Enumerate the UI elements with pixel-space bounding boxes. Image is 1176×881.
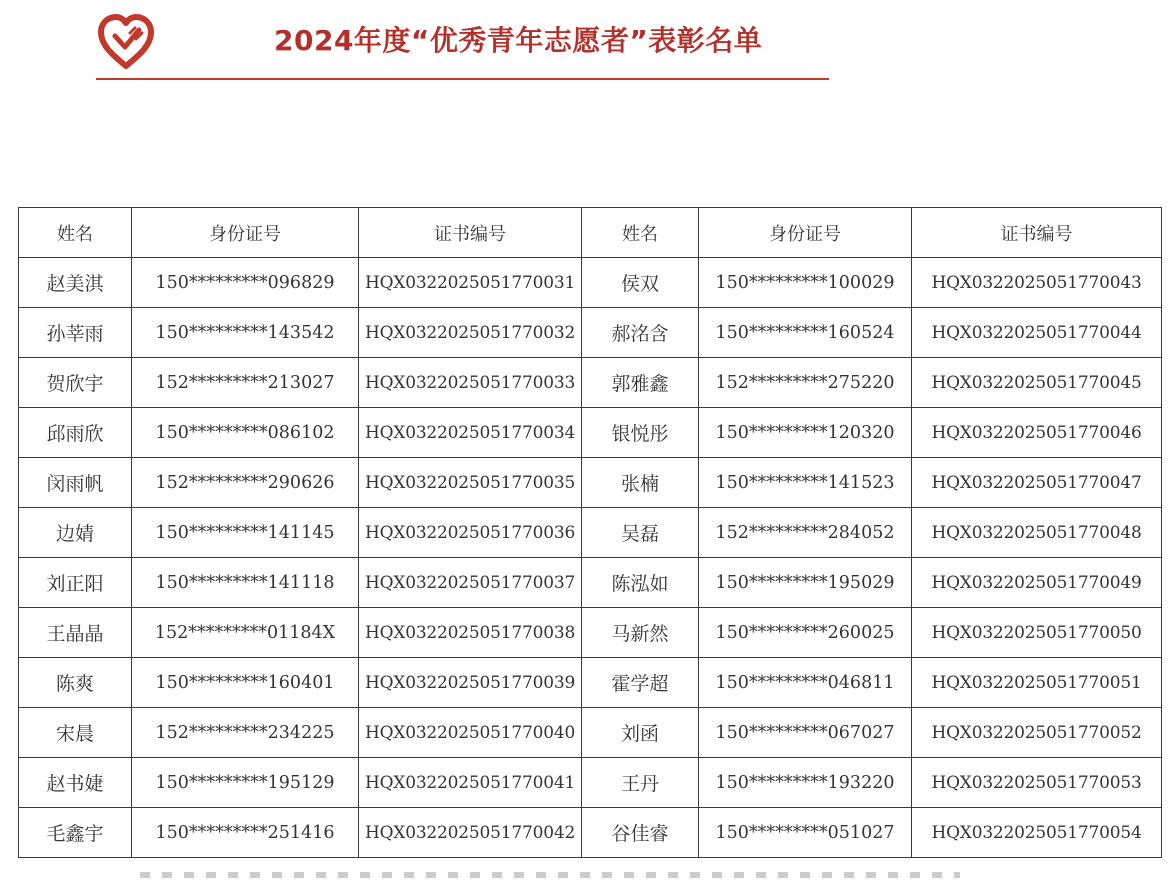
table-row — [19, 658, 1162, 708]
table-row — [19, 258, 1162, 308]
id-number-cell: 150*********143542 — [132, 308, 359, 358]
name-cell: 陈泓如 — [582, 558, 699, 608]
table-row — [19, 308, 1162, 358]
column-header: 身份证号 — [132, 208, 359, 258]
table-body — [19, 258, 1162, 858]
table-row — [19, 508, 1162, 558]
column-header: 证书编号 — [359, 208, 582, 258]
id-number-cell: 150*********096829 — [132, 258, 359, 308]
name-cell: 陈爽 — [19, 658, 132, 708]
certificate-number-cell: HQX0322025051770039 — [359, 658, 582, 708]
name-cell: 刘函 — [582, 708, 699, 758]
column-header: 证书编号 — [912, 208, 1162, 258]
id-number-cell: 150*********051027 — [699, 808, 912, 858]
id-number-cell: 150*********160401 — [132, 658, 359, 708]
id-number-cell: 150*********251416 — [132, 808, 359, 858]
certificate-number-cell: HQX0322025051770034 — [359, 408, 582, 458]
certificate-number-cell: HQX0322025051770046 — [912, 408, 1162, 458]
name-cell: 孙莘雨 — [19, 308, 132, 358]
column-header: 身份证号 — [699, 208, 912, 258]
certificate-number-cell: HQX0322025051770033 — [359, 358, 582, 408]
certificate-number-cell: HQX0322025051770045 — [912, 358, 1162, 408]
certificate-number-cell: HQX0322025051770042 — [359, 808, 582, 858]
id-number-cell: 152*********290626 — [132, 458, 359, 508]
id-number-cell: 152*********213027 — [132, 358, 359, 408]
table-row — [19, 708, 1162, 758]
certificate-number-cell: HQX0322025051770051 — [912, 658, 1162, 708]
volunteer-roster-table — [18, 207, 1162, 858]
id-number-cell: 150*********046811 — [699, 658, 912, 708]
table-row — [19, 808, 1162, 858]
certificate-number-cell: HQX0322025051770037 — [359, 558, 582, 608]
name-cell: 宋晨 — [19, 708, 132, 758]
name-cell: 银悦彤 — [582, 408, 699, 458]
name-cell: 毛鑫宇 — [19, 808, 132, 858]
table-row — [19, 608, 1162, 658]
page-title: 2024年度“优秀青年志愿者”表彰名单 — [274, 24, 763, 57]
id-number-cell: 152*********234225 — [132, 708, 359, 758]
name-cell: 谷佳睿 — [582, 808, 699, 858]
cropped-text-fragment — [140, 872, 960, 878]
certificate-number-cell: HQX0322025051770049 — [912, 558, 1162, 608]
document-header — [96, 12, 829, 80]
id-number-cell: 152*********275220 — [699, 358, 912, 408]
name-cell: 赵美淇 — [19, 258, 132, 308]
id-number-cell: 150*********160524 — [699, 308, 912, 358]
id-number-cell: 150*********141523 — [699, 458, 912, 508]
table-row — [19, 558, 1162, 608]
name-cell: 闵雨帆 — [19, 458, 132, 508]
table-row — [19, 758, 1162, 808]
certificate-number-cell: HQX0322025051770054 — [912, 808, 1162, 858]
title-underline — [96, 78, 829, 80]
certificate-number-cell: HQX0322025051770036 — [359, 508, 582, 558]
id-number-cell: 150*********195029 — [699, 558, 912, 608]
id-number-cell: 150*********100029 — [699, 258, 912, 308]
certificate-number-cell: HQX0322025051770031 — [359, 258, 582, 308]
heart-hand-icon — [96, 14, 156, 70]
certificate-number-cell: HQX0322025051770040 — [359, 708, 582, 758]
certificate-number-cell: HQX0322025051770035 — [359, 458, 582, 508]
certificate-number-cell: HQX0322025051770041 — [359, 758, 582, 808]
table-header-row — [19, 208, 1162, 258]
certificate-number-cell: HQX0322025051770047 — [912, 458, 1162, 508]
id-number-cell: 150*********120320 — [699, 408, 912, 458]
certificate-number-cell: HQX0322025051770043 — [912, 258, 1162, 308]
name-cell: 侯双 — [582, 258, 699, 308]
id-number-cell: 150*********086102 — [132, 408, 359, 458]
name-cell: 邱雨欣 — [19, 408, 132, 458]
certificate-number-cell: HQX0322025051770052 — [912, 708, 1162, 758]
name-cell: 郭雅鑫 — [582, 358, 699, 408]
column-header: 姓名 — [582, 208, 699, 258]
id-number-cell: 150*********193220 — [699, 758, 912, 808]
name-cell: 吴磊 — [582, 508, 699, 558]
name-cell: 霍学超 — [582, 658, 699, 708]
name-cell: 马新然 — [582, 608, 699, 658]
id-number-cell: 150*********141118 — [132, 558, 359, 608]
name-cell: 贺欣宇 — [19, 358, 132, 408]
table-row — [19, 458, 1162, 508]
name-cell: 王晶晶 — [19, 608, 132, 658]
name-cell: 边婧 — [19, 508, 132, 558]
certificate-number-cell: HQX0322025051770053 — [912, 758, 1162, 808]
name-cell: 王丹 — [582, 758, 699, 808]
certificate-number-cell: HQX0322025051770050 — [912, 608, 1162, 658]
id-number-cell: 150*********141145 — [132, 508, 359, 558]
id-number-cell: 152*********01184X — [132, 608, 359, 658]
certificate-number-cell: HQX0322025051770038 — [359, 608, 582, 658]
id-number-cell: 150*********067027 — [699, 708, 912, 758]
name-cell: 刘正阳 — [19, 558, 132, 608]
certificate-number-cell: HQX0322025051770044 — [912, 308, 1162, 358]
column-header: 姓名 — [19, 208, 132, 258]
certificate-number-cell: HQX0322025051770032 — [359, 308, 582, 358]
table-row — [19, 408, 1162, 458]
table-row — [19, 358, 1162, 408]
name-cell: 郝洺含 — [582, 308, 699, 358]
certificate-number-cell: HQX0322025051770048 — [912, 508, 1162, 558]
id-number-cell: 150*********195129 — [132, 758, 359, 808]
id-number-cell: 152*********284052 — [699, 508, 912, 558]
id-number-cell: 150*********260025 — [699, 608, 912, 658]
name-cell: 张楠 — [582, 458, 699, 508]
name-cell: 赵书婕 — [19, 758, 132, 808]
